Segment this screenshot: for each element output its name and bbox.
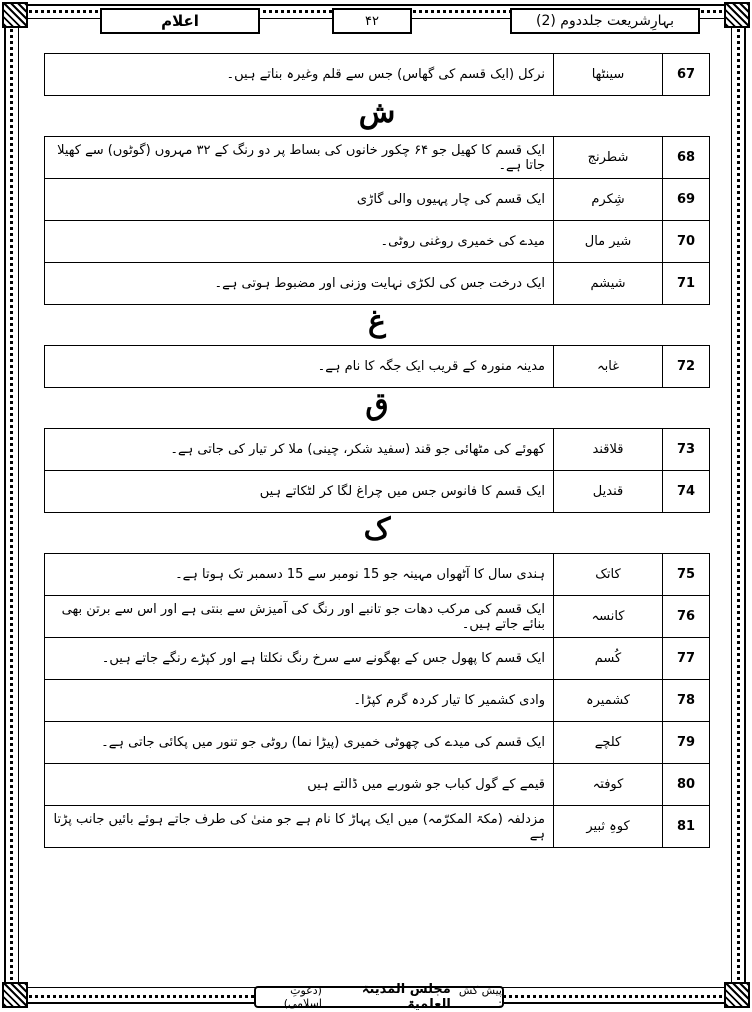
- entry-definition: ایک قسم کا پھول جس کے بھگونے سے سرخ رنگ نکلتا ہے اور کپڑے رنگے جاتے ہیں۔: [45, 638, 554, 680]
- entry-definition: میدے کی خمیری روغنی روٹی۔: [45, 221, 554, 263]
- entry-definition: ایک قسم کا فانوس جس میں چراغ لگا کر لٹکاتے ہیں: [45, 471, 554, 513]
- entry-definition: مدینہ منورہ کے قریب ایک جگہ کا نام ہے۔: [45, 346, 554, 388]
- entry-definition: کھوئے کی مٹھائی جو قند (سفید شکر، چینی) ملا کر تیار کی جاتی ہے۔: [45, 429, 554, 471]
- page-number: ۴۲: [332, 8, 412, 34]
- table-row: [45, 722, 710, 764]
- entry-number: 73: [663, 429, 710, 471]
- entry-term: شیشم: [554, 263, 663, 305]
- table-row: [45, 471, 710, 513]
- glossary-table: [44, 553, 710, 848]
- entry-term: کوہِ ثبیر: [554, 806, 663, 848]
- corner-ornament-icon: [2, 982, 28, 1008]
- entry-number: 76: [663, 596, 710, 638]
- section-letter: ق: [365, 387, 389, 422]
- glossary-content: [44, 53, 710, 848]
- entry-number: 68: [663, 137, 710, 179]
- entry-definition: مزدلفہ (مکۃ المکرّمہ) میں ایک پہاڑ کا نام ہے جو منیٰ کی طرف جاتے ہوئے بائیں جانب پڑتا ہے: [45, 806, 554, 848]
- entry-term: کاتک: [554, 554, 663, 596]
- entry-number: 77: [663, 638, 710, 680]
- table-row: [45, 429, 710, 471]
- table-row: [45, 346, 710, 388]
- entry-definition: نرکل (ایک قسم کی گھاس) جس سے قلم وغیرہ بناتے ہیں۔: [45, 54, 554, 96]
- entry-term: کانسہ: [554, 596, 663, 638]
- section-title: اعلام: [100, 8, 260, 34]
- table-row: [45, 179, 710, 221]
- table-row: [45, 54, 710, 96]
- table-row: [45, 554, 710, 596]
- entry-number: 81: [663, 806, 710, 848]
- entry-number: 80: [663, 764, 710, 806]
- glossary-table: [44, 136, 710, 305]
- entry-number: 72: [663, 346, 710, 388]
- table-row: [45, 221, 710, 263]
- entry-term: شِکرم: [554, 179, 663, 221]
- table-row: [45, 596, 710, 638]
- entry-number: 71: [663, 263, 710, 305]
- entry-term: کشمیرہ: [554, 680, 663, 722]
- section-letter: غ: [368, 304, 386, 339]
- entry-definition: قیمے کے گول کباب جو شوربے میں ڈالتے ہیں: [45, 764, 554, 806]
- footer-prefix: پیش کش :: [458, 984, 502, 1010]
- glossary-table: [44, 428, 710, 513]
- table-row: [45, 638, 710, 680]
- entry-term: غابہ: [554, 346, 663, 388]
- entry-term: شطرنج: [554, 137, 663, 179]
- entry-definition: وادی کشمیر کا تیار کردہ گرم کپڑا۔: [45, 680, 554, 722]
- page-header: [100, 8, 700, 34]
- entry-number: 74: [663, 471, 710, 513]
- entry-definition: ایک قسم کی میدے کی چھوٹی خمیری (پیڑا نما) روٹی جو تنور میں پکائی جاتی ہے۔: [45, 722, 554, 764]
- entry-number: 75: [663, 554, 710, 596]
- entry-number: 70: [663, 221, 710, 263]
- footer-suffix: (دعوتِ اسلامی): [283, 984, 322, 1010]
- entry-definition: ایک قسم کا کھیل جو ۶۴ چکور خانوں کی بساط پر دو رنگ کے ۳۲ مہروں (گوٹوں) سے کھیلا جاتا ہے۔: [45, 137, 554, 179]
- entry-definition: ایک درخت جس کی لکڑی نہایت وزنی اور مضبوط ہوتی ہے۔: [45, 263, 554, 305]
- entry-definition: ایک قسم کی چار پہیوں والی گاڑی: [45, 179, 554, 221]
- entry-term: قندیل: [554, 471, 663, 513]
- entry-term: سینٹھا: [554, 54, 663, 96]
- section-letter: ک: [363, 512, 391, 547]
- publisher-footer: [254, 982, 504, 1012]
- glossary-table: [44, 53, 710, 96]
- table-row: [45, 764, 710, 806]
- entry-number: 67: [663, 54, 710, 96]
- corner-ornament-icon: [724, 2, 750, 28]
- entry-term: کُسم: [554, 638, 663, 680]
- entry-term: کوفتہ: [554, 764, 663, 806]
- book-title: بہارِشریعت جلددوم (2): [510, 8, 700, 34]
- footer-org: مجلس المدینۃ العلمیۃ: [361, 982, 451, 1012]
- table-row: [45, 137, 710, 179]
- entry-definition: ایک قسم کی مرکب دھات جو تانبے اور رنگ کی آمیزش سے بنتی ہے اور اس سے برتن بھی بنائے جاتے ہیں۔: [45, 596, 554, 638]
- entry-term: کلچے: [554, 722, 663, 764]
- corner-ornament-icon: [2, 2, 28, 28]
- table-row: [45, 263, 710, 305]
- entry-number: 79: [663, 722, 710, 764]
- table-row: [45, 806, 710, 848]
- corner-ornament-icon: [724, 982, 750, 1008]
- entry-definition: ہندی سال کا آٹھواں مہینہ جو 15 نومبر سے 15 دسمبر تک ہوتا ہے۔: [45, 554, 554, 596]
- entry-term: شیر مال: [554, 221, 663, 263]
- glossary-table: [44, 345, 710, 388]
- table-row: [45, 680, 710, 722]
- section-letter: ش: [358, 95, 396, 130]
- entry-number: 69: [663, 179, 710, 221]
- entry-term: قلاقند: [554, 429, 663, 471]
- entry-number: 78: [663, 680, 710, 722]
